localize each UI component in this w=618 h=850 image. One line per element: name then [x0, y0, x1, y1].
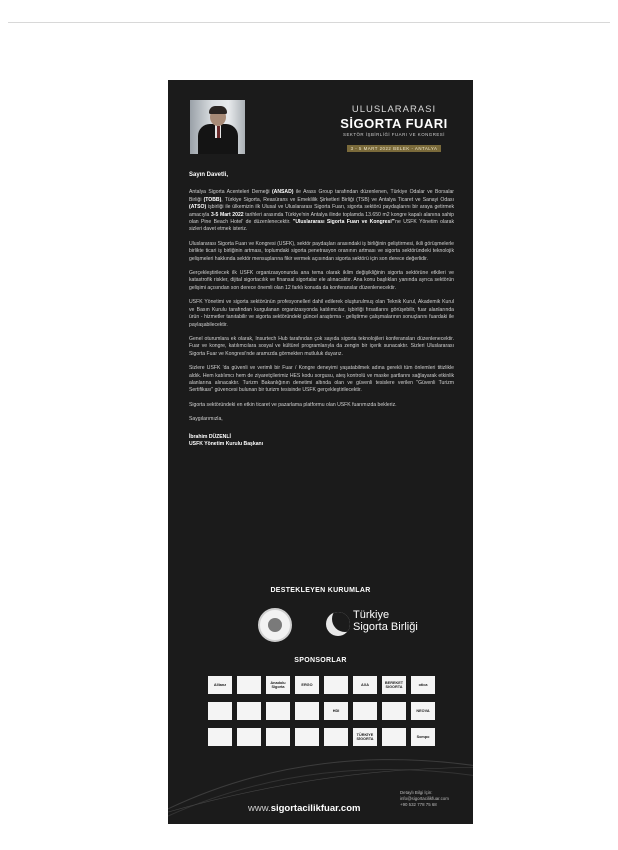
letter-paragraph-4: USFK Yönetimi ve sigorta sektörünün profesyonelleri dahil edilerek oluşturulmuş olan Teknik Kurul, Akademik Kurul ve Basın Kurulu tarafından kurgulanan organizasyonda katılımcılar, işbirliği fırsatlarını görüşebilir, fuar alanlarında ürün - hizmetler tanıtabilir ve sigorta sektöründeki güncel araştırma - geliştirme çalışmalarının sonuçlarını fuardaki ile paylaşabilecektir.: [189, 299, 454, 328]
sponsor-logo: ERGO: [295, 676, 319, 694]
sponsor-logo: NEOVA: [411, 702, 435, 720]
tsb-name: Türkiye Sigorta Birliği: [353, 609, 418, 633]
supporters-logos: [258, 605, 418, 645]
signature-block: [189, 434, 454, 449]
sponsor-logo: [295, 702, 319, 720]
letter-paragraph-1: Antalya Sigorta Acenteleri Derneği (ANSAD) ile Arass Group tarafından düzenlenen, Türkiye Odalar ve Borsalar Birliği (TOBB), Türkiye Sigorta, Reasürans ve Emeklilik Şirketleri Birliği (TSB) ve Antalya Ticaret ve Sanayi Odası (ATSO) işbirliği ile ülkemizin ilk Ulusal ve Uluslararası Sigorta Fuarı, sigorta sektörü paydaşlarını bir araya getirmek amacıyla 3-5 Mart 2022 tarihleri arasında Türkiye'nin Antalya ilinde toplamda 13.650 m2 kongre kapalı alanına sahip olan Pine Beach Hotel' de düzenlenecektir. "Uluslararası Sigorta Fuarı ve Kongresi"'ne USFK Yönetim olarak sizleri davet etmek isteriz.: [189, 189, 455, 233]
contact-phone: +90 532 778 75 68: [400, 802, 437, 807]
fair-logo-line1: ULUSLARARASI: [351, 104, 437, 115]
sponsor-logo: AXA: [353, 676, 377, 694]
fair-logo: [328, 104, 460, 155]
supporters-title: DESTEKLEYEN KURUMLAR: [270, 587, 371, 594]
tobb-seal-icon: [258, 608, 292, 642]
letter-paragraph-5: Genel oturumlara ek olarak, Insurtech Hub tarafından çok sayıda sigorta teknolojileri konferansları düzenlenecektir. Fuar ve kongre, katılımcılara sosyal ve kültürel programlarıyla da zengin bir içerik sunacaktır. Sizleri Uluslararası Sigorta Fuar ve Kongresi'nde aramızda görmekten mutluluk duyarız.: [189, 335, 454, 357]
letter-paragraph-3: Gerçekleştirilecek ilk USFK organizasyonunda ana tema olarak iklim değişikliğinin sigorta sektörüne etkileri ve katastrofik riskler, dijital sigortacılık ve finansal sigortalar ele alınacaktır. Ana konu başlıkları yanında ayrıca sektörün gelişimi açısından son derece önemli olan 12 farklı konuda da konferanslar düzenlenecektir.: [189, 270, 454, 291]
sponsor-logo: [353, 702, 377, 720]
sponsor-logo: TÜRKİYE SİGORTA: [353, 728, 377, 746]
page-top-rule: [8, 22, 610, 23]
letter-closing: Saygılarımızla,: [189, 416, 223, 423]
sponsor-logo: [208, 702, 232, 720]
sponsor-logo: Sompo: [411, 728, 435, 746]
fair-logo-line2: SİGORTA FUARI: [340, 116, 448, 131]
letter-greeting: Sayın Davetli,: [189, 172, 229, 178]
sponsor-logo: [237, 676, 261, 694]
signer-name: İbrahim DÜZENLİ: [189, 433, 231, 440]
fair-logo-date: 3 - 5 MART 2022 BELEK - ANTALYA: [347, 145, 442, 152]
sponsor-logo: Allianz: [208, 676, 232, 694]
sponsor-logo: otica: [411, 676, 435, 694]
sponsor-logo: HDI: [324, 702, 348, 720]
president-photo: [190, 100, 245, 154]
invitation-letter: [189, 172, 454, 448]
sponsor-logo: [237, 702, 261, 720]
invitation-document: [168, 80, 473, 824]
sponsor-logo: [382, 702, 406, 720]
contact-info: [400, 790, 470, 808]
contact-email[interactable]: info@sigortacilikfuar.com: [400, 796, 449, 801]
sponsor-logo: [324, 676, 348, 694]
sponsors-title: SPONSORLAR: [294, 657, 347, 664]
sponsor-logo: BEREKET SIGORTA: [382, 676, 406, 694]
sponsor-logo: Anadolu Sigorta: [266, 676, 290, 694]
letter-paragraph-2: Uluslararası Sigorta Fuarı ve Kongresi (USFK), sektör paydaşları arasındaki iş birliğinin geliştirmesi, ikili görüşmelerle birlikte ticari iş birliğinin artması, toplumdaki sigorta penetrasyon oranının artması ve sigorta sektöründeki teknolojik gelişmeleri hakkında sektör mensuplarına fikir vermek açısından sigorta sektörü için son derece değerlidir.: [189, 240, 454, 262]
tsb-logo-icon: [326, 612, 350, 636]
sponsor-logo: [266, 702, 290, 720]
signer-title: USFK Yönetim Kurulu Başkanı: [189, 440, 264, 447]
letter-paragraph-6: Sizlere USFK 'da güvenli ve verimli bir Fuar / Kongre deneyimi yaşatabilmek adına gerekli tüm önlemleri titizlikle aldık. Hem katılımcı hem de ziyaretçilerimiz HES kodu sorgusu, ateş kontrolü ve maske şartlarını sağlayarak etkinlik alanlarına alınacaktır. Turizm Bakanlığının denetimi altında olan ve güvenli tesislere verilen "Güvenli Turizm Sertifikası" güvencesi bulunan bir turizm tesisinde USFK gerçekleştirilecektir.: [189, 365, 454, 394]
contact-title: Detaylı Bilgi İçin:: [400, 790, 433, 795]
letter-paragraph-7: Sigorta sektöründeki en etkin ticaret ve pazarlama platformu olan USFK fuarımızda bekleriz.: [189, 401, 397, 408]
fair-logo-line3: SEKTÖR İŞBİRLİĞİ FUARI VE KONGRESİ: [343, 132, 445, 137]
website-url[interactable]: www.sigortacilikfuar.com: [248, 803, 361, 814]
